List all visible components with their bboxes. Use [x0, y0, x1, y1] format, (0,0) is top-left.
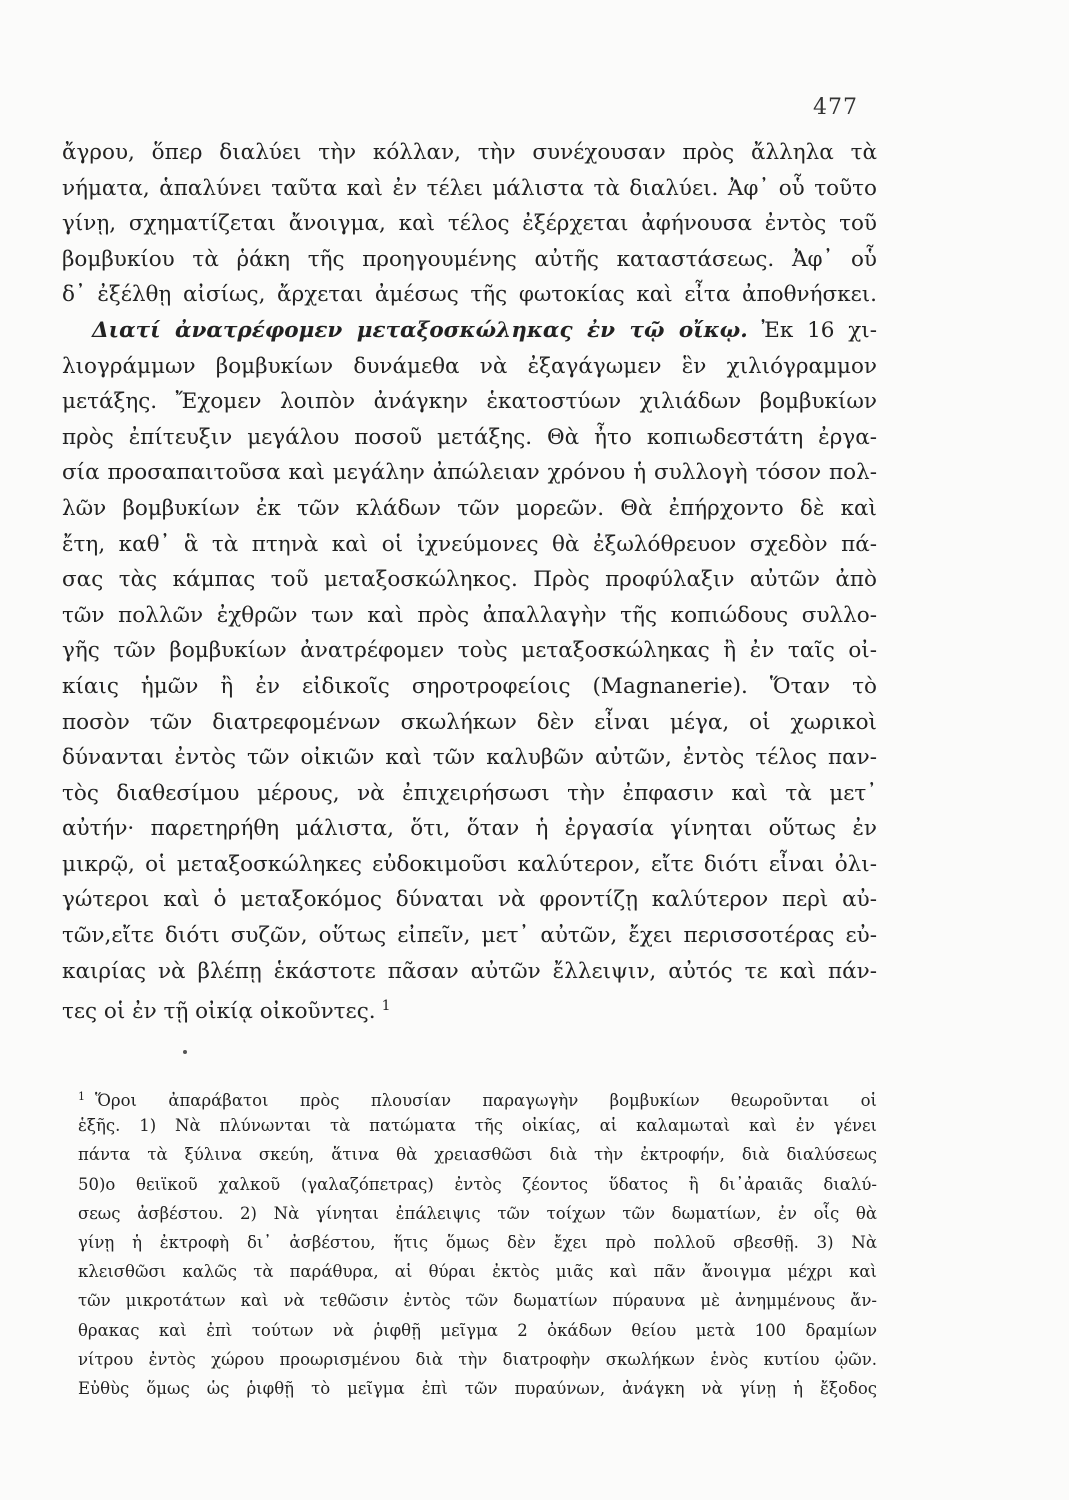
text-line: κίαις ἡμῶν ἢ ἐν εἰδικοῖς σηροτροφείοις (Magnanerie). Ὅταν τὸ [62, 673, 877, 699]
text-line: σας τὰς κάμπας τοῦ μεταξοσκώληκος. Πρὸς προφύλαξιν αὐτῶν ἀπὸ [62, 567, 877, 593]
footnote-line: ἑξῆς. 1) Νὰ πλύνωνται τὰ πατώματα τῆς οἰκίας, αἱ καλαμωταὶ καὶ ἐν γένει [78, 1116, 877, 1136]
text-line: ἄγρου, ὅπερ διαλύει τὴν κόλλαν, τὴν συνέχουσαν πρὸς ἄλληλα τὰ [62, 140, 877, 165]
text-line: δύνανται ἐντὸς τῶν οἰκιῶν καὶ τῶν καλυβῶν αὐτῶν, ἐντὸς τέλος παν- [62, 745, 877, 771]
text-line: βομβυκίου τὰ ῥάκη τῆς προηγουμένης αὐτῆς καταστάσεως. Ἀφ᾽ οὗ [62, 246, 877, 272]
section-heading: Διατί ἀνατρέφομεν μεταξοσκώληκας ἐν τῷ οἴκῳ. [92, 317, 748, 343]
text-line: ἔτη, καθ᾽ ἃ τὰ πτηνὰ καὶ οἱ ἰχνεύμονες θὰ ἐξωλόθρευον σχεδὸν πά- [62, 531, 877, 557]
text-line: γῆς τῶν βομβυκίων ἀνατρέφομεν τοὺς μεταξοσκώληκας ἢ ἐν ταῖς οἰ- [62, 638, 877, 664]
text-line: καιρίας νὰ βλέπῃ ἑκάστοτε πᾶσαν αὐτῶν ἔλλειψιν, αὐτός τε καὶ πάν- [62, 958, 877, 984]
text-line: δ᾽ ἐξέλθῃ αἰσίως, ἄρχεται ἀμέσως τῆς φωτοκίας καὶ εἶτα ἀποθνήσκει. [62, 282, 877, 308]
text-line: λῶν βομβυκίων ἐκ τῶν κλάδων τῶν μορεῶν. Θὰ ἐπήρχοντο δὲ καὶ [62, 495, 877, 521]
text-line: τῶν,εἴτε διότι συζῶν, οὕτως εἰπεῖν, μετ᾽ αὐτῶν, ἔχει περισσοτέρας εὐ- [62, 923, 877, 949]
text-line: νήματα, ἁπαλύνει ταῦτα καὶ ἐν τέλει μάλιστα τὰ διαλύει. Ἀφ᾽ οὗ τοῦτο [62, 175, 877, 201]
text-line: μικρῷ, οἱ μεταξοσκώληκες εὐδοκιμοῦσι καλύτερον, εἴτε διότι εἶναι ὀλι- [62, 851, 877, 877]
footnote-line: τῶν μικροτάτων καὶ νὰ τεθῶσιν ἐντὸς τῶν δωματίων πύραυνα μὲ ἀνημμένους ἄν- [78, 1291, 877, 1311]
footnote [78, 1082, 877, 1403]
text-line: αὐτήν· παρετηρήθη μάλιστα, ὅτι, ὅταν ἡ ἐργασία γίνηται οὕτως ἐν [62, 816, 877, 842]
page-number: 477 [813, 95, 858, 120]
footnote-line: Εὐθὺς ὅμως ὡς ῥιφθῇ τὸ μεῖγμα ἐπὶ τῶν πυραύνων, ἀνάγκη νὰ γίνῃ ἡ ἔξοδος [78, 1378, 877, 1398]
text-line-last [62, 989, 877, 1025]
text-line: πρὸς ἐπίτευξιν μεγάλου ποσοῦ μετάξης. Θὰ ἦτο κοπιωδεστάτη ἐργα- [62, 424, 877, 450]
footnote-line: πάντα τὰ ξύλινα σκεύη, ἅτινα θὰ χρειασθῶσι διὰ τὴν ἐκτροφήν, διὰ διαλύσεως [78, 1145, 877, 1165]
text-line: τὸς διαθεσίμου μέρους, νὰ ἐπιχειρήσωσι τὴν ἐπφασιν καὶ τὰ μετ᾽ [62, 780, 877, 806]
footnote-reference: 1 [381, 998, 391, 1015]
footnote-line: γίνῃ ἡ ἐκτροφὴ δι᾽ ἀσβέστου, ἥτις ὅμως δὲν ἔχει πρὸ πολλοῦ σβεσθῇ. 3) Νὰ [78, 1232, 877, 1252]
footnote-line: σεως ἀσβέστου. 2) Νὰ γίνηται ἐπάλειψις τῶν τοίχων τῶν δωματίων, ἐν οἷς θὰ [78, 1203, 877, 1223]
section-heading-line [62, 313, 877, 349]
footnote-marker: 1 [78, 1090, 85, 1103]
footnote-line [78, 1082, 877, 1111]
main-text [62, 135, 877, 1025]
text-line: ποσὸν τῶν διατρεφομένων σκωλήκων δὲν εἶναι μέγα, οἱ χωρικοὶ [62, 709, 877, 735]
text-line: μετάξης. Ἔχομεν λοιπὸν ἀνάγκην ἑκατοστύων χιλιάδων βομβυκίων [62, 389, 877, 415]
text-run: τες οἱ ἐν τῇ οἰκίᾳ οἰκοῦντες. [62, 999, 376, 1025]
footnote-text: Ὅροι ἀπαράβατοι πρὸς πλουσίαν παραγωγὴν βομβυκίων θεωροῦνται οἱ [95, 1091, 877, 1110]
text-run: Ἐκ 16 χι- [761, 317, 877, 343]
separator-dot [183, 1050, 187, 1054]
text-line: τῶν πολλῶν ἐχθρῶν των καὶ πρὸς ἀπαλλαγὴν τῆς κοπιώδους συλλο- [62, 602, 877, 628]
text-line: γίνῃ, σχηματίζεται ἄνοιγμα, καὶ τέλος ἐξέρχεται ἀφήνουσα ἐντὸς τοῦ [62, 211, 877, 237]
footnote-line: θρακας καὶ ἐπὶ τούτων νὰ ῥιφθῇ μεῖγμα 2 ὀκάδων θείου μετὰ 100 δραμίων [78, 1320, 877, 1340]
text-line: σία προσαπαιτοῦσα καὶ μεγάλην ἀπώλειαν χρόνου ἡ συλλογὴ τόσον πολ- [62, 460, 877, 486]
footnote-line: νίτρου ἐντὸς χώρου προωρισμένου διὰ τὴν διατροφὴν σκωλήκων ἑνὸς κυτίου ᾠῶν. [78, 1349, 877, 1369]
footnote-line: κλεισθῶσι καλῶς τὰ παράθυρα, αἱ θύραι ἐκτὸς μιᾶς καὶ πᾶν ἄνοιγμα μέχρι καὶ [78, 1262, 877, 1282]
text-line: γώτεροι καὶ ὁ μεταξοκόμος δύναται νὰ φροντίζῃ καλύτερον περὶ αὐ- [62, 887, 877, 913]
footnote-line: 50)ο θειϊκοῦ χαλκοῦ (γαλαζόπετρας) ἐντὸς ζέοντος ὕδατος ἢ δι᾽ἀραιᾶς διαλύ- [78, 1174, 877, 1194]
text-line: λιογράμμων βομβυκίων δυνάμεθα νὰ ἐξαγάγωμεν ἓν χιλιόγραμμον [62, 353, 877, 379]
